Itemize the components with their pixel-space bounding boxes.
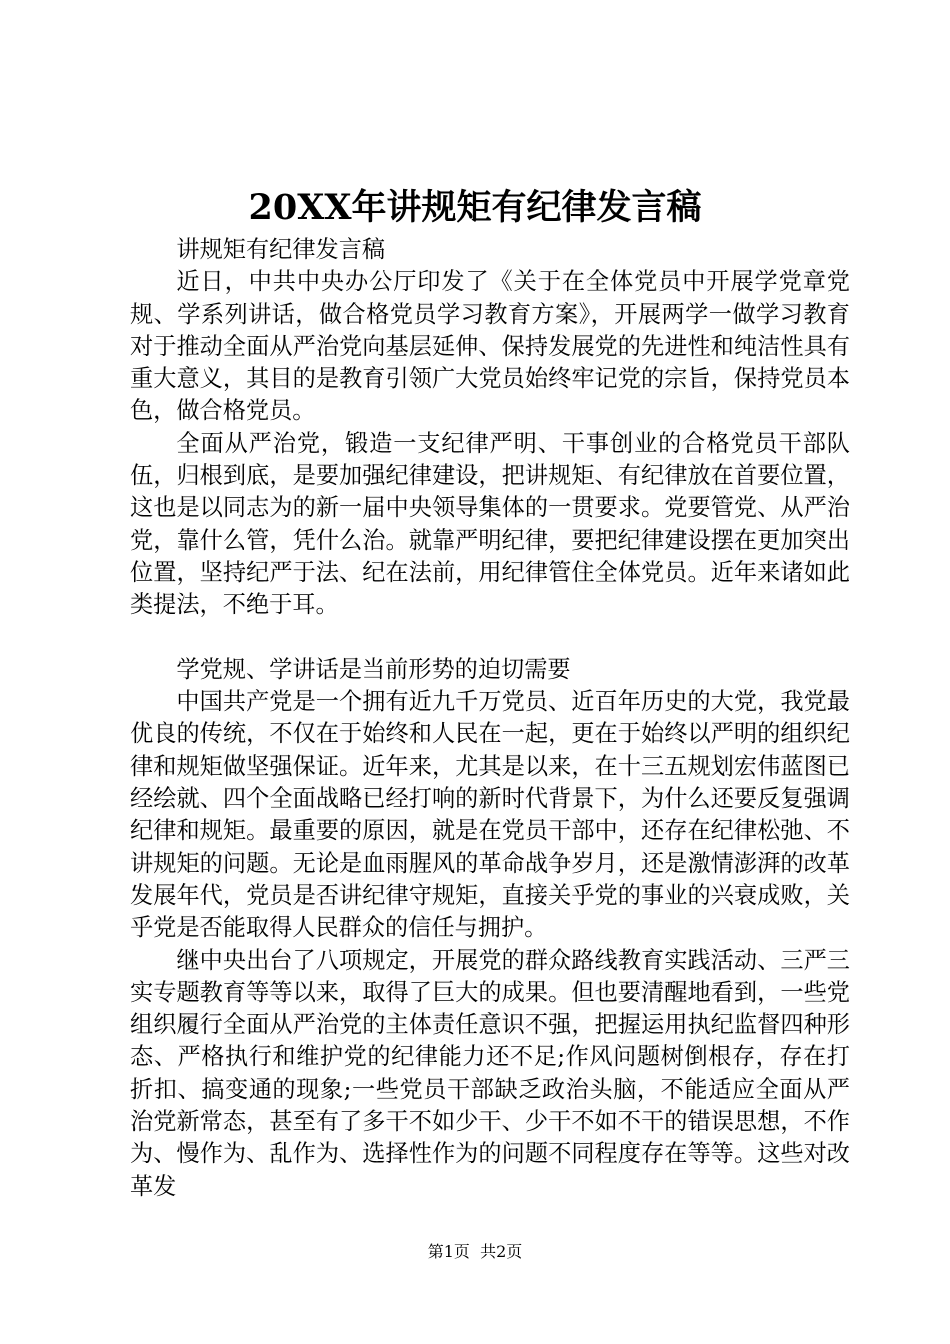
paragraph: 继中央出台了八项规定，开展党的群众路线教育实践活动、三严三实专题教育等等以来，取得了巨大的成果。但也要清醒地看到，一些党组织履行全面从严治党的主体责任意识不强，把握运用执纪监督四种形态、严格执行和维护党的纪律能力还不足;作风问题树倒根存，存在打折扣、搞变通的现象;一些党员干部缺乏政治头脑，不能适应全面从严治党新常态，甚至有了多干不如少干、少干不如不干的错误思想，不作为、慢作为、乱作为、选择性作为的问题不同程度存在等等。这些对改革发	[130, 946, 850, 1200]
paragraph: 全面从严治党，锻造一支纪律严明、干事创业的合格党员干部队伍，归根到底，是要加强纪律建设，把讲规矩、有纪律放在首要位置，这也是以同志为的新一届中央领导集体的一贯要求。党要管党、从严治党，靠什么管，凭什么治。就靠严明纪律，要把纪律建设摆在更加突出位置，坚持纪严于法、纪在法前，用纪律管住全体党员。近年来诸如此类提法，不绝于耳。	[130, 429, 850, 619]
page-number: 第1页 共2页	[427, 1242, 523, 1261]
document-body	[130, 234, 850, 1203]
paragraph: 中国共产党是一个拥有近九千万党员、近百年历史的大党，我党最优良的传统，不仅在于始终和人民在一起，更在于始终以严明的组织纪律和规矩做坚强保证。近年来，尤其是以来，在十三五规划宏伟蓝图已经绘就、四个全面战略已经打响的新时代背景下，为什么还要反复强调纪律和规矩。最重要的原因，就是在党员干部中，还存在纪律松弛、不讲规矩的问题。无论是血雨腥风的革命战争岁月，还是激情澎湃的改革发展年代，党员是否讲纪律守规矩，直接关乎党的事业的兴衰成败，关乎党是否能取得人民群众的信任与拥护。	[130, 688, 850, 942]
paragraph-spacer	[130, 622, 850, 654]
document-title: 20XX年讲规矩有纪律发言稿	[248, 187, 702, 228]
page-footer	[0, 1240, 950, 1264]
paragraph: 近日，中共中央办公厅印发了《关于在全体党员中开展学党章党规、学系列讲话，做合格党员学习教育方案》，开展两学一做学习教育对于推动全面从严治党向基层延伸、保持发展党的先进性和纯洁性具有重大意义，其目的是教育引领广大党员始终牢记党的宗旨，保持党员本色，做合格党员。	[130, 268, 850, 425]
section-heading: 学党规、学讲话是当前形势的迫切需要	[176, 655, 571, 683]
paragraph-subtitle: 讲规矩有纪律发言稿	[176, 236, 386, 263]
